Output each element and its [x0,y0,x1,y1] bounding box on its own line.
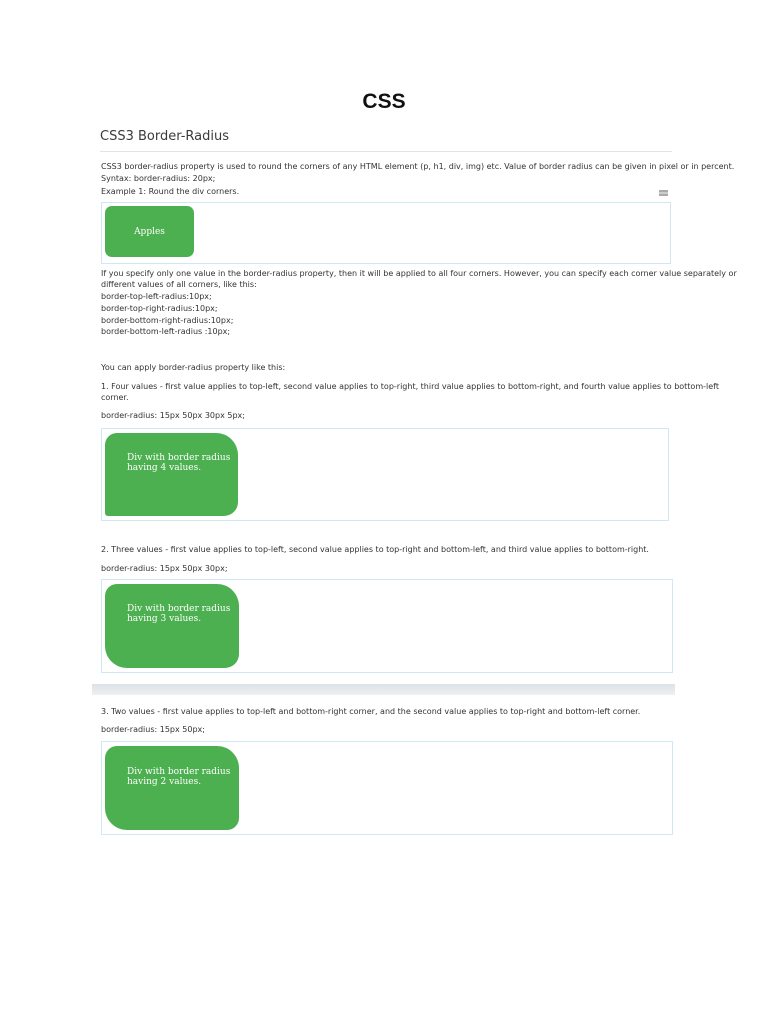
demo-box-line: having 4 values. [127,463,202,473]
three-values-panel [95,536,675,678]
syntax-line: Syntax: border-radius: 20px; [101,174,216,183]
two-values-demo-frame [101,741,673,835]
apples-demo-box [105,206,194,257]
scroll-separator [92,684,675,695]
two-values-desc: 3. Two values - first value applies to top-left and bottom-right corner, and the second value applies to top-right and bottom-left corner. [101,707,641,716]
four-values-panel [95,356,719,526]
single-value-note-line-1: If you specify only one value in the border-radius property, then it will be applied to all four corners. However, you can specify each corner value separately or [101,269,737,278]
single-value-note-line-2: different values of all corners, like this: [101,280,257,289]
corner-line: border-top-left-radius:10px; [101,292,212,301]
section-heading: CSS3 Border-Radius [100,129,230,144]
demo-box-line: having 3 values. [127,614,202,624]
demo-box-line: Div with border radius [127,767,231,777]
demo-box-line: having 2 values. [127,777,202,787]
four-values-desc-line-2: corner. [101,393,129,402]
two-values-code: border-radius: 15px 50px; [101,725,205,734]
intro-paragraph: CSS3 border-radius property is used to round the corners of any HTML element (p, h1, div, img) etc. Value of border radius can be given in pixel or in percent. [101,162,735,171]
demo-box-line: Div with border radius [127,453,231,463]
four-values-desc-line-1: 1. Four values - first value applies to top-left, second value applies to top-right, third value applies to bottom-right, and fourth value applies to bottom-left [101,382,719,391]
example-label: Example 1: Round the div corners. [101,187,240,196]
three-values-demo-box [105,584,239,668]
four-values-demo-box [105,433,238,516]
apply-intro: You can apply border-radius property like this: [101,363,286,372]
four-values-demo-frame [101,428,669,521]
four-values-code: border-radius: 15px 50px 30px 5px; [101,411,245,420]
demo-frame [101,202,671,264]
corner-line: border-bottom-right-radius:10px; [101,316,234,325]
two-values-demo-box [105,746,239,830]
three-values-code: border-radius: 15px 50px 30px; [101,564,228,573]
heading-divider [100,151,672,152]
corner-line: border-top-right-radius:10px; [101,304,218,313]
corner-line: border-bottom-left-radius :10px; [101,327,231,336]
three-values-desc: 2. Three values - first value applies to top-left, second value applies to top-right and bottom-left, and third value applies to bottom-right. [101,545,649,554]
apples-demo-text: Apples [134,226,165,237]
menu-icon[interactable] [659,190,668,196]
demo-box-line: Div with border radius [127,604,231,614]
three-values-demo-frame [101,579,673,673]
page-title: CSS [362,90,406,113]
border-radius-intro-panel [95,126,737,348]
two-values-panel [95,698,675,838]
